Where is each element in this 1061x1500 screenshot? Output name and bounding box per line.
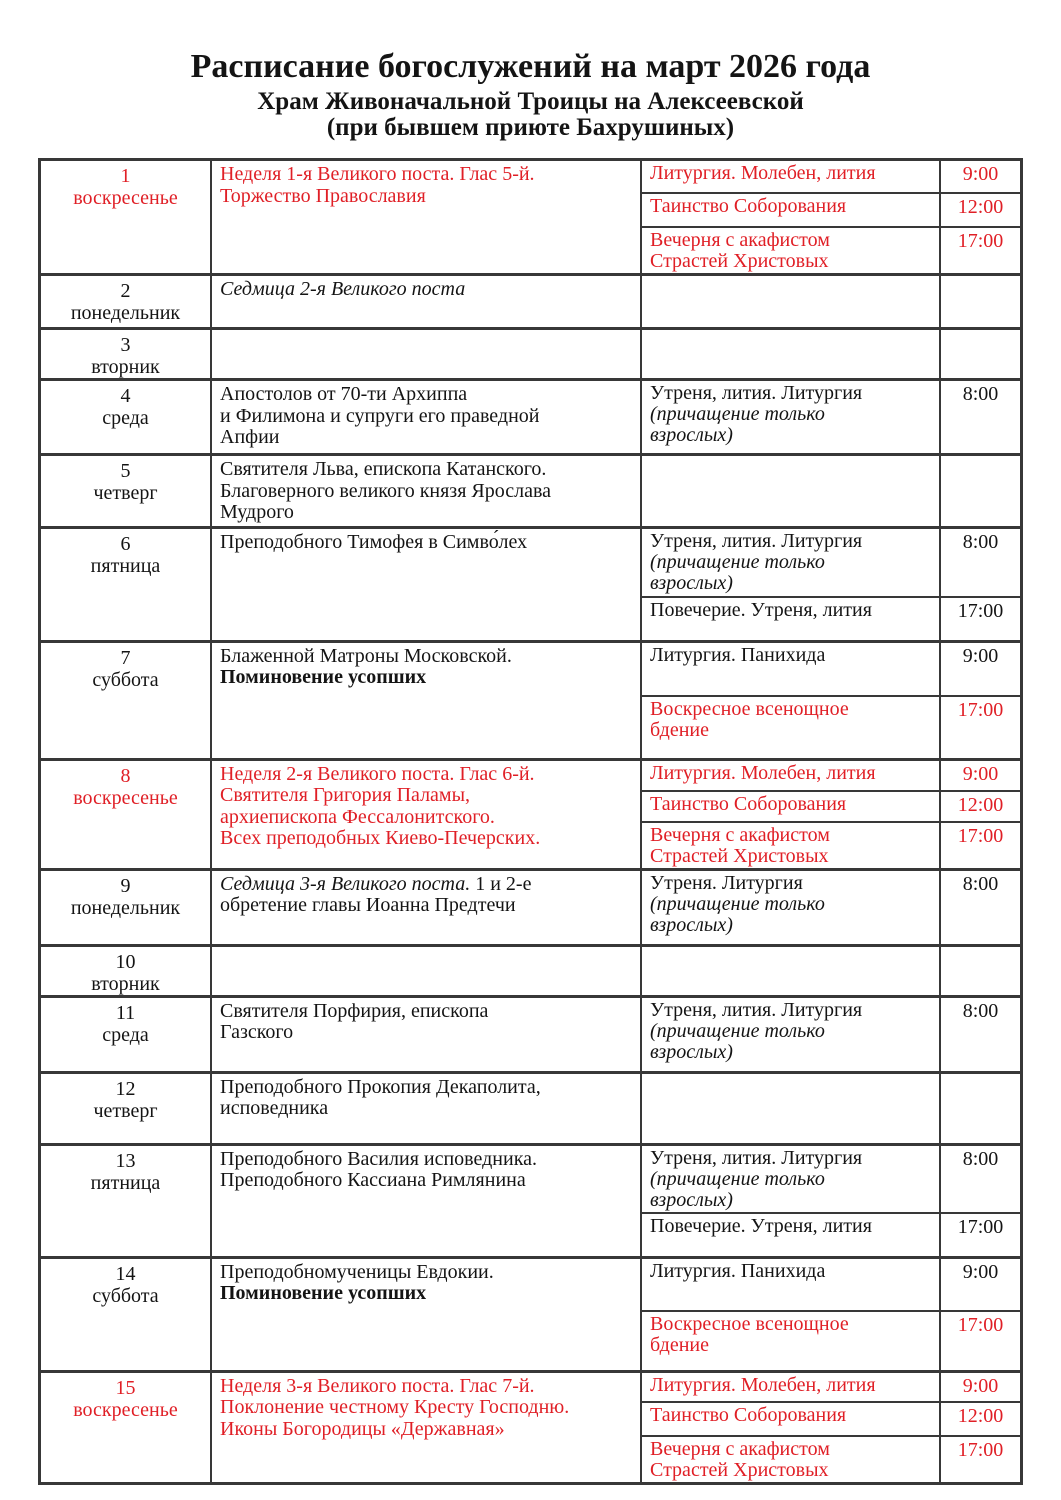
- service-time: [939, 947, 1020, 995]
- service-time: 17:00: [939, 598, 1020, 640]
- services-block: [640, 761, 1020, 868]
- text-segment: Преподобного Прокопия Декаполита,: [220, 1075, 541, 1098]
- text-segment: и Филимона и супруги его праведной: [220, 404, 540, 427]
- description-cell: [210, 456, 640, 526]
- service-name: [642, 228, 939, 273]
- day-cell: [41, 1259, 210, 1370]
- description-cell: [210, 643, 640, 758]
- table-row: [41, 327, 1020, 378]
- text-segment: Поклонение честному Кресту Господню.: [220, 1396, 570, 1418]
- text-segment: исповедника: [220, 1097, 329, 1119]
- service-name: [642, 697, 939, 758]
- service-time: 17:00: [939, 823, 1020, 868]
- schedule-table: [38, 158, 1023, 1485]
- service-time: 9:00: [939, 643, 1020, 695]
- text-segment: Торжество Православия: [220, 184, 426, 207]
- text-segment: бдение: [650, 718, 710, 741]
- service-time: [939, 330, 1020, 378]
- service-row: [642, 1435, 1020, 1482]
- services-block: [640, 381, 1020, 453]
- text-segment: Утреня, лития. Литургия: [650, 382, 863, 404]
- table-row: [41, 1143, 1020, 1256]
- text-segment: Таинство Соборования: [650, 792, 847, 815]
- text-segment: (причащение только: [650, 892, 825, 915]
- services-block: [640, 998, 1020, 1071]
- service-time: 17:00: [939, 1437, 1020, 1482]
- description-cell: [210, 529, 640, 640]
- day-cell: [41, 161, 210, 273]
- service-row: [642, 276, 1020, 327]
- day-number: 12: [115, 1077, 136, 1100]
- service-row: [642, 1310, 1020, 1370]
- service-name: [642, 1312, 939, 1370]
- table-row: [41, 640, 1020, 758]
- service-name: [642, 947, 939, 995]
- service-time: 9:00: [939, 1259, 1020, 1310]
- service-time: 9:00: [939, 761, 1020, 790]
- service-time: 17:00: [939, 1214, 1020, 1256]
- day-number: 9: [120, 874, 131, 897]
- service-name: [642, 1373, 939, 1401]
- text-segment: (причащение только: [650, 1167, 825, 1190]
- table-row: [41, 161, 1020, 273]
- text-segment: Поминовение усопших: [220, 1282, 427, 1304]
- church-location-subtitle: (при бывшем приюте Бахрушиных): [326, 114, 735, 141]
- text-segment: Таинство Соборования: [650, 1403, 847, 1426]
- weekday-label: среда: [102, 1023, 149, 1046]
- description-cell: [210, 1259, 640, 1370]
- text-segment: Страстей Христовых: [650, 1458, 829, 1481]
- service-name: [642, 1259, 939, 1310]
- service-name: [642, 1437, 939, 1482]
- services-block: [640, 871, 1020, 944]
- text-segment: Неделя 3-я Великого поста. Глас 7-й.: [220, 1374, 535, 1397]
- service-time: [939, 276, 1020, 327]
- description-cell: [210, 1074, 640, 1143]
- text-segment: взрослых): [650, 913, 733, 936]
- services-block: [640, 276, 1020, 327]
- services-block: [640, 161, 1020, 273]
- day-cell: [41, 1146, 210, 1256]
- text-segment: Седмица 2-я Великого поста: [220, 278, 466, 300]
- text-segment: (причащение только: [650, 550, 825, 573]
- text-segment: Святителя Порфирия, епископа: [220, 999, 489, 1022]
- weekday-label: вторник: [91, 356, 160, 378]
- service-name: [642, 161, 939, 192]
- text-segment: Утреня, лития. Литургия: [650, 1146, 863, 1169]
- text-segment: Литургия. Молебен, лития: [650, 1373, 876, 1396]
- service-row: [642, 1146, 1020, 1212]
- weekday-label: среда: [102, 407, 149, 429]
- day-number: 1: [120, 165, 131, 187]
- day-number: 10: [115, 950, 136, 973]
- page-title: Расписание богослужений на март 2026 года: [190, 48, 871, 85]
- weekday-label: понедельник: [70, 302, 181, 324]
- table-row: [41, 944, 1020, 995]
- weekday-label: воскресенье: [73, 1398, 178, 1421]
- text-segment: Вечерня с акафистом: [650, 823, 830, 846]
- service-row: [642, 821, 1020, 868]
- service-row: [642, 330, 1020, 378]
- table-row: [41, 1256, 1020, 1370]
- day-number: 3: [120, 334, 131, 356]
- service-row: [642, 456, 1020, 526]
- weekday-label: суббота: [92, 668, 159, 691]
- service-name: [642, 381, 939, 453]
- service-time: 12:00: [939, 792, 1020, 821]
- weekday-label: понедельник: [70, 896, 181, 919]
- text-segment: Поминовение усопших: [220, 666, 427, 688]
- day-cell: [41, 643, 210, 758]
- services-block: [640, 1373, 1020, 1482]
- day-cell: [41, 330, 210, 378]
- day-number: 5: [120, 460, 131, 482]
- service-time: 8:00: [939, 871, 1020, 944]
- service-name: [642, 792, 939, 821]
- text-segment: Благоверного великого князя Ярослава: [220, 479, 552, 502]
- day-number: 14: [115, 1262, 136, 1285]
- service-time: [939, 1074, 1020, 1143]
- weekday-label: четверг: [93, 1099, 158, 1122]
- text-segment: Неделя 1-я Великого поста. Глас 5-й.: [220, 163, 535, 185]
- service-row: [642, 695, 1020, 758]
- service-row: [642, 1074, 1020, 1143]
- description-cell: [210, 998, 640, 1071]
- text-segment: Страстей Христовых: [650, 844, 829, 867]
- service-name: [642, 1146, 939, 1212]
- text-segment: взрослых): [650, 424, 733, 446]
- services-block: [640, 947, 1020, 995]
- text-segment: 1 и 2-е: [470, 872, 532, 895]
- day-cell: [41, 456, 210, 526]
- text-segment: Воскресное всенощное: [650, 697, 849, 720]
- service-row: [642, 529, 1020, 596]
- text-segment: Вечерня с акафистом: [650, 1437, 830, 1460]
- text-segment: Литургия. Панихида: [650, 1259, 826, 1282]
- description-cell: [210, 761, 640, 868]
- text-segment: архиепископа Фессалонитского.: [220, 805, 495, 828]
- service-row: [642, 1259, 1020, 1310]
- service-row: [642, 761, 1020, 790]
- text-segment: Газского: [220, 1021, 294, 1043]
- weekday-label: суббота: [92, 1284, 159, 1307]
- service-time: 12:00: [939, 1403, 1020, 1435]
- service-name: [642, 330, 939, 378]
- text-segment: Вечерня с акафистом: [650, 229, 830, 251]
- table-row: [41, 526, 1020, 640]
- service-row: [642, 226, 1020, 273]
- text-segment: Преподобного Василия исповедника.: [220, 1147, 537, 1170]
- day-number: 8: [120, 764, 131, 787]
- day-number: 7: [120, 646, 131, 669]
- text-segment: Страстей Христовых: [650, 250, 829, 272]
- service-time: [939, 456, 1020, 526]
- service-time: 17:00: [939, 1312, 1020, 1370]
- service-row: [642, 1401, 1020, 1435]
- service-time: 12:00: [939, 194, 1020, 226]
- service-time: 8:00: [939, 1146, 1020, 1212]
- table-row: [41, 273, 1020, 327]
- text-segment: Апфии: [220, 426, 280, 448]
- church-name-subtitle: Храм Живоначальной Троицы на Алексеевской: [257, 88, 804, 115]
- text-segment: Преподобного Тимофея в Симво́лех: [220, 530, 528, 553]
- service-time: 9:00: [939, 161, 1020, 192]
- day-number: 2: [120, 280, 131, 302]
- table-row: [41, 868, 1020, 944]
- day-cell: [41, 1373, 210, 1482]
- text-segment: Литургия. Молебен, лития: [650, 761, 876, 784]
- text-segment: Литургия. Молебен, лития: [650, 162, 876, 184]
- services-block: [640, 456, 1020, 526]
- text-segment: Седмица 3-я Великого поста.: [220, 872, 471, 895]
- description-cell: [210, 947, 640, 995]
- day-cell: [41, 1074, 210, 1143]
- text-segment: Преподобномученицы Евдокии.: [220, 1260, 494, 1283]
- service-name: [642, 761, 939, 790]
- day-number: 11: [115, 1001, 136, 1024]
- description-cell: [210, 871, 640, 944]
- text-segment: Повечерие. Утреня, лития: [650, 1214, 872, 1237]
- text-segment: Таинство Соборования: [650, 195, 847, 217]
- service-name: [642, 598, 939, 640]
- day-cell: [41, 947, 210, 995]
- weekday-label: воскресенье: [73, 786, 178, 809]
- description-cell: [210, 1146, 640, 1256]
- service-row: [642, 1373, 1020, 1401]
- services-block: [640, 1074, 1020, 1143]
- text-segment: Иконы Богородицы «Державная»: [220, 1417, 505, 1440]
- services-block: [640, 1259, 1020, 1370]
- service-time: 17:00: [939, 228, 1020, 273]
- day-cell: [41, 381, 210, 453]
- service-name: [642, 871, 939, 944]
- day-cell: [41, 998, 210, 1071]
- service-time: 8:00: [939, 998, 1020, 1071]
- table-row: [41, 995, 1020, 1071]
- text-segment: (причащение только: [650, 1019, 825, 1042]
- service-time: 8:00: [939, 381, 1020, 453]
- day-cell: [41, 761, 210, 868]
- text-segment: Литургия. Панихида: [650, 643, 826, 666]
- service-row: [642, 1212, 1020, 1256]
- services-block: [640, 330, 1020, 378]
- text-segment: Утреня. Литургия: [650, 871, 803, 894]
- service-name: [642, 643, 939, 695]
- text-segment: Повечерие. Утреня, лития: [650, 598, 872, 621]
- day-cell: [41, 276, 210, 327]
- weekday-label: воскресенье: [73, 187, 178, 209]
- services-block: [640, 1146, 1020, 1256]
- day-number: 4: [120, 385, 131, 407]
- text-segment: Утреня, лития. Литургия: [650, 529, 863, 552]
- description-cell: [210, 161, 640, 273]
- text-segment: Воскресное всенощное: [650, 1312, 849, 1335]
- service-name: [642, 823, 939, 868]
- text-segment: Блаженной Матроны Московской.: [220, 644, 512, 667]
- text-segment: взрослых): [650, 1040, 733, 1063]
- service-row: [642, 947, 1020, 995]
- text-segment: Неделя 2-я Великого поста. Глас 6-й.: [220, 762, 535, 785]
- day-number: 15: [115, 1376, 136, 1399]
- table-row: [41, 758, 1020, 868]
- table-row: [41, 378, 1020, 453]
- service-row: [642, 998, 1020, 1071]
- day-number: 13: [115, 1149, 136, 1172]
- table-row: [41, 1071, 1020, 1143]
- text-segment: Преподобного Кассиана Римлянина: [220, 1169, 526, 1191]
- text-segment: взрослых): [650, 1188, 733, 1211]
- service-name: [642, 998, 939, 1071]
- service-name: [642, 1214, 939, 1256]
- service-row: [642, 192, 1020, 226]
- description-cell: [210, 1373, 640, 1482]
- service-name: [642, 529, 939, 596]
- text-segment: Утреня, лития. Литургия: [650, 998, 863, 1021]
- day-number: 6: [120, 532, 131, 555]
- service-name: [642, 1074, 939, 1143]
- text-segment: Всех преподобных Киево-Печерских.: [220, 827, 541, 849]
- day-cell: [41, 529, 210, 640]
- service-time: 8:00: [939, 529, 1020, 596]
- text-segment: взрослых): [650, 571, 733, 594]
- service-row: [642, 381, 1020, 453]
- text-segment: Святителя Льва, епископа Катанского.: [220, 458, 547, 480]
- service-row: [642, 596, 1020, 640]
- document-header: [0, 0, 1061, 141]
- weekday-label: четверг: [93, 482, 158, 504]
- text-segment: обретение главы Иоанна Предтечи: [220, 894, 516, 916]
- description-cell: [210, 276, 640, 327]
- description-cell: [210, 381, 640, 453]
- service-row: [642, 161, 1020, 192]
- service-row: [642, 790, 1020, 821]
- table-row: [41, 453, 1020, 526]
- weekday-label: пятница: [90, 554, 161, 577]
- services-block: [640, 643, 1020, 758]
- service-name: [642, 194, 939, 226]
- day-cell: [41, 871, 210, 944]
- service-name: [642, 276, 939, 327]
- service-name: [642, 1403, 939, 1435]
- weekday-label: вторник: [91, 972, 160, 995]
- services-block: [640, 529, 1020, 640]
- table-row: [41, 1370, 1020, 1482]
- text-segment: Апостолов от 70-ти Архиппа: [220, 383, 468, 405]
- text-segment: Святителя Григория Паламы,: [220, 784, 471, 806]
- service-row: [642, 871, 1020, 944]
- description-cell: [210, 330, 640, 378]
- service-name: [642, 456, 939, 526]
- text-segment: Мудрого: [220, 501, 294, 523]
- text-segment: бдение: [650, 1333, 710, 1356]
- service-time: 9:00: [939, 1373, 1020, 1401]
- service-row: [642, 643, 1020, 695]
- service-time: 17:00: [939, 697, 1020, 758]
- weekday-label: пятница: [90, 1171, 161, 1194]
- text-segment: (причащение только: [650, 403, 825, 425]
